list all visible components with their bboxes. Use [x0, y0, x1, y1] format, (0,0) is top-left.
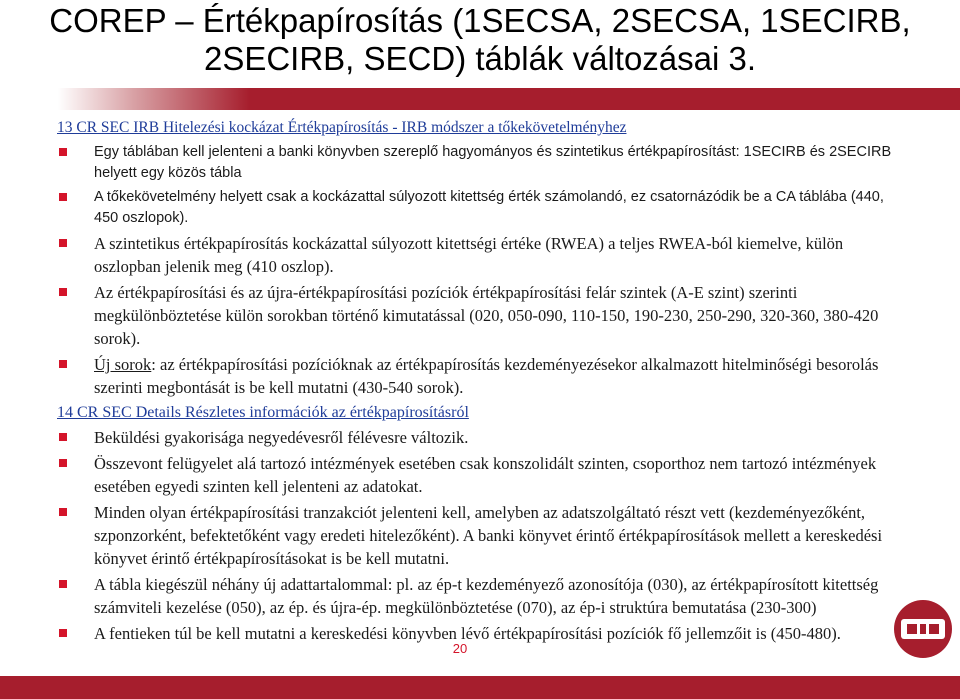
bullet-icon	[59, 459, 67, 467]
section2-item-1	[57, 426, 897, 449]
section2-item-text: A fentieken túl be kell mutatni a kereskedési könyvben lévő értékpapírosítási pozíciók fő jellemzőit is (450-480).	[94, 624, 841, 643]
title-divider-bar	[0, 88, 960, 110]
new-rows-text: : az értékpapírosítási pozícióknak az értékpapírosítás kezdeményezésekor alkalmazott hitelminőségi besorolás szerinti megbontását is be kell mutatni (430-540 sorok).	[94, 355, 879, 397]
section1-item-2	[57, 187, 897, 229]
slide-content	[57, 118, 897, 645]
section1-item-text: A szintetikus értékpapírosítás kockázattal súlyozott kitettségi értéke (RWEA) a teljes RWEA-ból kiemelve, külön oszlopban jelenik meg (410 oszlop).	[94, 234, 844, 276]
footer-bar	[0, 676, 960, 699]
bullet-icon	[59, 508, 67, 516]
section2-item-text: Beküldési gyakorisága negyedévesről félévesre változik.	[94, 428, 469, 447]
bullet-icon	[59, 580, 67, 588]
section1-item-text: Egy táblában kell jelenteni a banki könyvben szereplő hagyományos és szintetikus értékpapírosítást: 1SECIRB és 2SECIRB helyett egy közös tábla	[94, 144, 892, 181]
section1-item-4	[57, 281, 897, 350]
bullet-icon	[59, 239, 67, 247]
title-line-2: 2SECIRB, SECD) táblák változásai 3.	[203, 40, 757, 77]
section2-heading[interactable]: 14 CR SEC Details Részletes információk az értékpapírosításról	[57, 404, 469, 421]
bullet-icon	[59, 148, 67, 156]
section1-heading: 13 CR SEC IRB Hitelezési kockázat Értékpapírosítás - IRB módszer a tőkekövetelményhez	[57, 119, 627, 136]
bullet-icon	[59, 288, 67, 296]
bullet-icon	[59, 433, 67, 441]
bullet-icon	[59, 629, 67, 637]
slide-title	[0, 2, 960, 78]
new-rows-label: Új sorok	[94, 355, 152, 374]
section1-item-text: Az értékpapírosítási és az újra-értékpapírosítási pozíciók értékpapírosítási felár szintek (A-E szint) szerinti megkülönböztetése külön sorokban történő kimutatással (020, 050-090, 110-150, 190-230, 250-290, 320-360, 380-420 sorok).	[94, 283, 879, 348]
section2-item-text: Minden olyan értékpapírosítási tranzakciót jelenteni kell, amelyben az adatszolgáltató részt vett (kezdeményezőként, szponzorként, befektetőként vagy eredeti hitelezőként). A banki könyvet érintő értékpapírosítások mellett a kereskedési könyvet érintő értékpapírosításokat is be kell mutatni.	[94, 503, 883, 568]
section1-item-1	[57, 142, 897, 184]
section1-item-text: A tőkekövetelmény helyett csak a kockázattal súlyozott kitettség érték számolandó, ez csatornázódik be a CA táblába (440, 450 oszlopok).	[94, 189, 884, 226]
section2-item-text: A tábla kiegészül néhány új adattartalommal: pl. az ép-t kezdeményező azonosítója (030), az értékpapírosított kitettség számviteli kezelése (050), az ép. és újra-ép. megkülönböztetése (070), az ép-i struktúra bemutatása (230-300)	[94, 575, 879, 617]
section2-item-text: Összevont felügyelet alá tartozó intézmények esetében csak konszolidált szinten, csoporthoz nem tartozó intézmények esetében egyedi szinten kell jelenteni az adatokat.	[94, 454, 877, 496]
bullet-icon	[59, 193, 67, 201]
section2-item-4	[57, 573, 897, 619]
bullet-icon	[59, 360, 67, 368]
section1-item-3	[57, 232, 897, 278]
section1-item-5	[57, 353, 897, 399]
section2-item-3	[57, 501, 897, 570]
bank-logo-icon	[892, 598, 954, 660]
page-number: 20	[452, 641, 468, 656]
title-line-1: COREP – Értékpapírosítás (1SECSA, 2SECSA, 1SECIRB,	[49, 2, 911, 39]
section2-item-2	[57, 452, 897, 498]
